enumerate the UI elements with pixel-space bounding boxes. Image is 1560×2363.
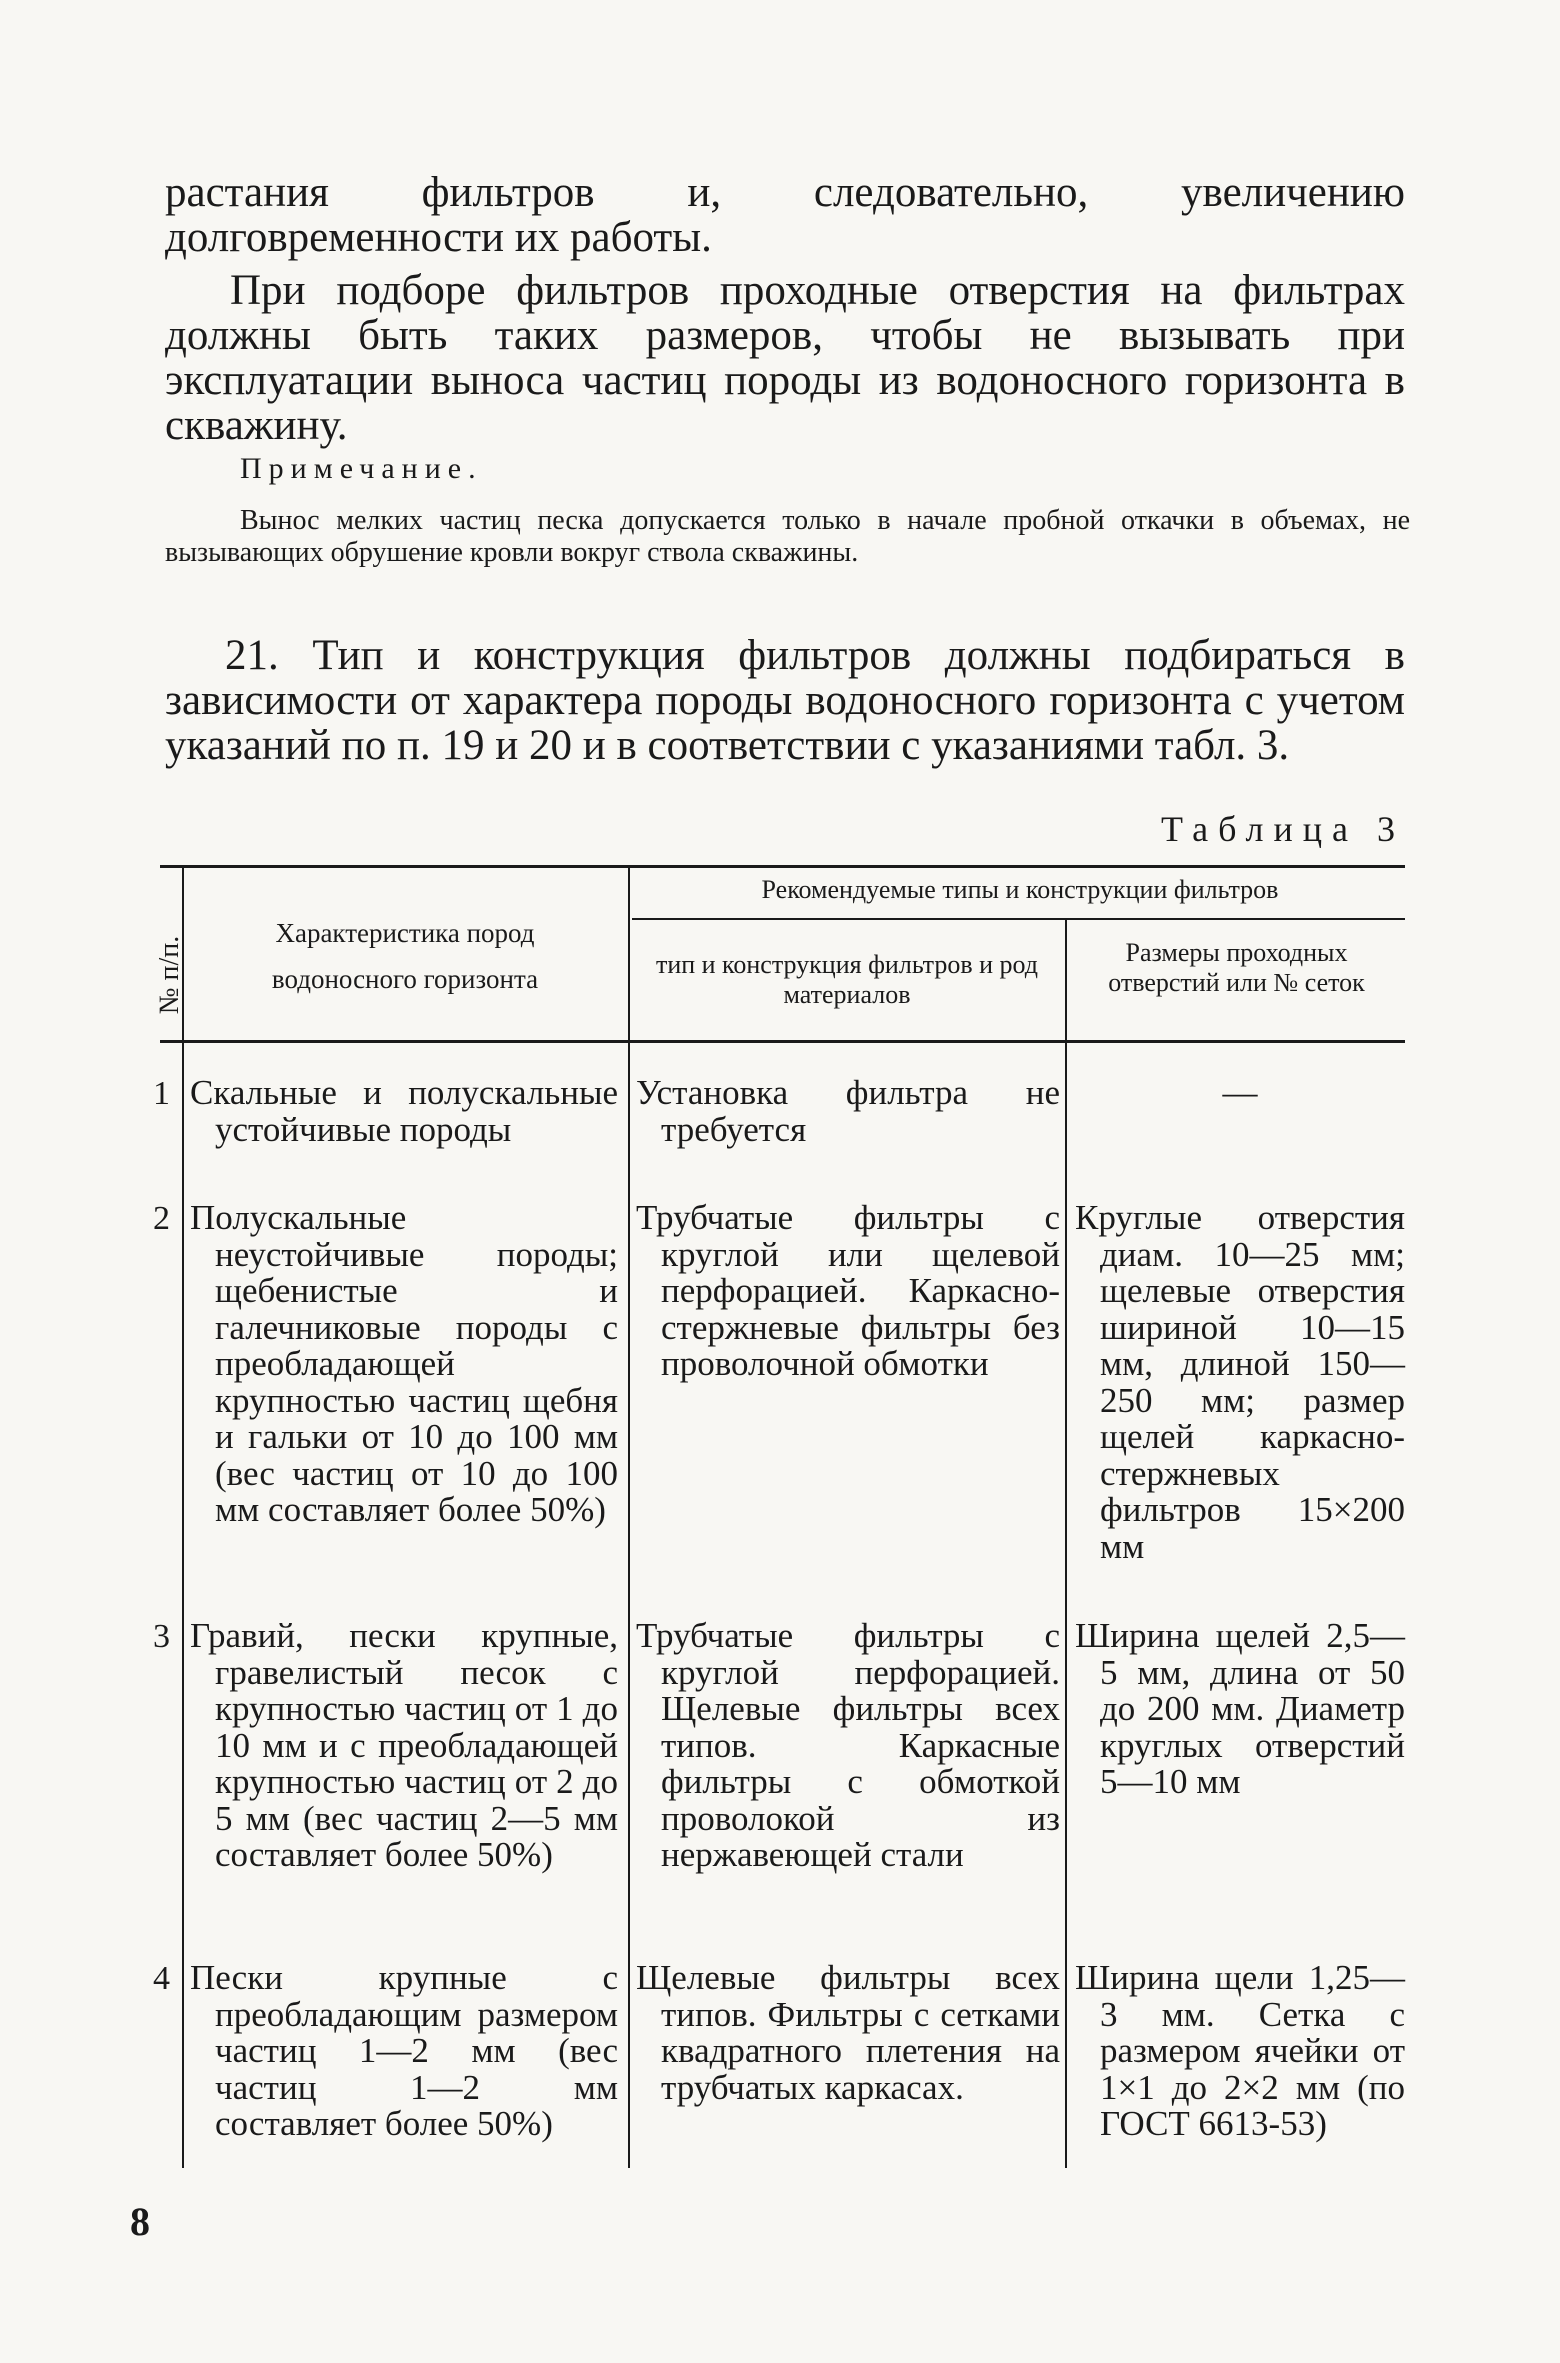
row-2-type: Трубчатые фильтры с круглой или щелевой перфорацией. Каркасно-стержневые фильтры без проволочной обмотки bbox=[636, 1198, 1060, 1383]
row-number: 3 bbox=[153, 1618, 170, 1655]
row-number: 1 bbox=[153, 1075, 170, 1112]
header-bottom-rule bbox=[160, 1040, 1405, 1043]
column-line-1 bbox=[182, 868, 184, 2168]
row-3-sizes: Ширина щелей 2,5—5 мм, длина от 50 до 200 мм. Диаметр круглых отверстий 5—10 мм bbox=[1075, 1616, 1405, 1801]
note-text: Вынос мелких частиц песка допускается только в начале пробной откачки в объемах, не вызывающих обрушение кровли вокруг ствола скважины. bbox=[165, 505, 1410, 568]
row-2-rock: Полускальные неустойчивые породы; щебенистые и галечниковые породы с преобладающей крупностью частиц щебня и гальки от 10 до 100 мм (вес частиц от 10 до 100 мм составляет более 50%) bbox=[190, 1198, 618, 1529]
header-recommended: Рекомендуемые типы и конструкции фильтров bbox=[761, 875, 1279, 904]
row-number: 2 bbox=[153, 1200, 170, 1237]
paragraph-continuation: растания фильтров и, следовательно, увеличению долговременности их работы. bbox=[165, 169, 1405, 261]
row-1-sizes: — bbox=[1222, 1073, 1258, 1112]
row-4-rock: Пески крупные с преобладающим размером частиц 1—2 мм (вес частиц 1—2 мм составляет более 50%) bbox=[190, 1958, 618, 2143]
paragraph-filter-selection: При подборе фильтров проходные отверстия на фильтрах должны быть таких размеров, чтобы не вызывать при эксплуатации выноса частиц породы из водоносного горизонта в скважину. bbox=[165, 267, 1405, 449]
paragraph-21: 21. Тип и конструкция фильтров должны подбираться в зависимости от характера породы водоносного горизонта с учетом указаний по п. 19 и 20 и в соответствии с указаниями табл. 3. bbox=[165, 632, 1405, 769]
row-number: 4 bbox=[153, 1960, 170, 1997]
header-sub-rule bbox=[632, 918, 1405, 920]
header-filter-type: тип и конструкция фильтров и род материалов bbox=[655, 950, 1039, 1009]
header-number: № п/п. bbox=[154, 935, 185, 1015]
header-rock-characteristics: Характеристика пород водоносного горизонта bbox=[271, 918, 539, 994]
note-heading: Примечание. bbox=[240, 452, 483, 485]
table-caption: Таблица 3 bbox=[1161, 809, 1405, 849]
row-3-rock: Гравий, пески крупные, гравелистый песок с крупностью частиц от 1 до 10 мм и с преобладающей крупностью частиц от 2 до 5 мм (вес частиц 2—5 мм составляет более 50%) bbox=[190, 1616, 618, 1874]
page-number: 8 bbox=[130, 2199, 150, 2244]
column-line-2 bbox=[628, 868, 630, 2168]
column-line-3 bbox=[1065, 920, 1067, 2168]
row-1-rock: Скальные и полускальные устойчивые породы bbox=[190, 1073, 618, 1149]
header-opening-sizes: Размеры проходных отверстий или № сеток bbox=[1108, 938, 1365, 997]
row-4-type: Щелевые фильтры всех типов. Фильтры с сетками квадратного плетения на трубчатых каркасах. bbox=[636, 1958, 1060, 2107]
row-3-type: Трубчатые фильтры с круглой перфорацией. Щелевые фильтры всех типов. Каркасные фильтры с обмоткой проволокой из нержавеющей стали bbox=[636, 1616, 1060, 1874]
row-1-type: Установка фильтра не требуется bbox=[636, 1073, 1060, 1149]
row-2-sizes: Круглые отверстия диам. 10—25 мм; щелевые отверстия шириной 10—15 мм, длиной 150—250 мм; размер щелей каркасно-стержневых фильтров 15×200 мм bbox=[1075, 1198, 1405, 1566]
table-top-rule bbox=[160, 865, 1405, 868]
row-4-sizes: Ширина щели 1,25—3 мм. Сетка с размером ячейки от 1×1 до 2×2 мм (по ГОСТ 6613-53) bbox=[1075, 1958, 1405, 2143]
